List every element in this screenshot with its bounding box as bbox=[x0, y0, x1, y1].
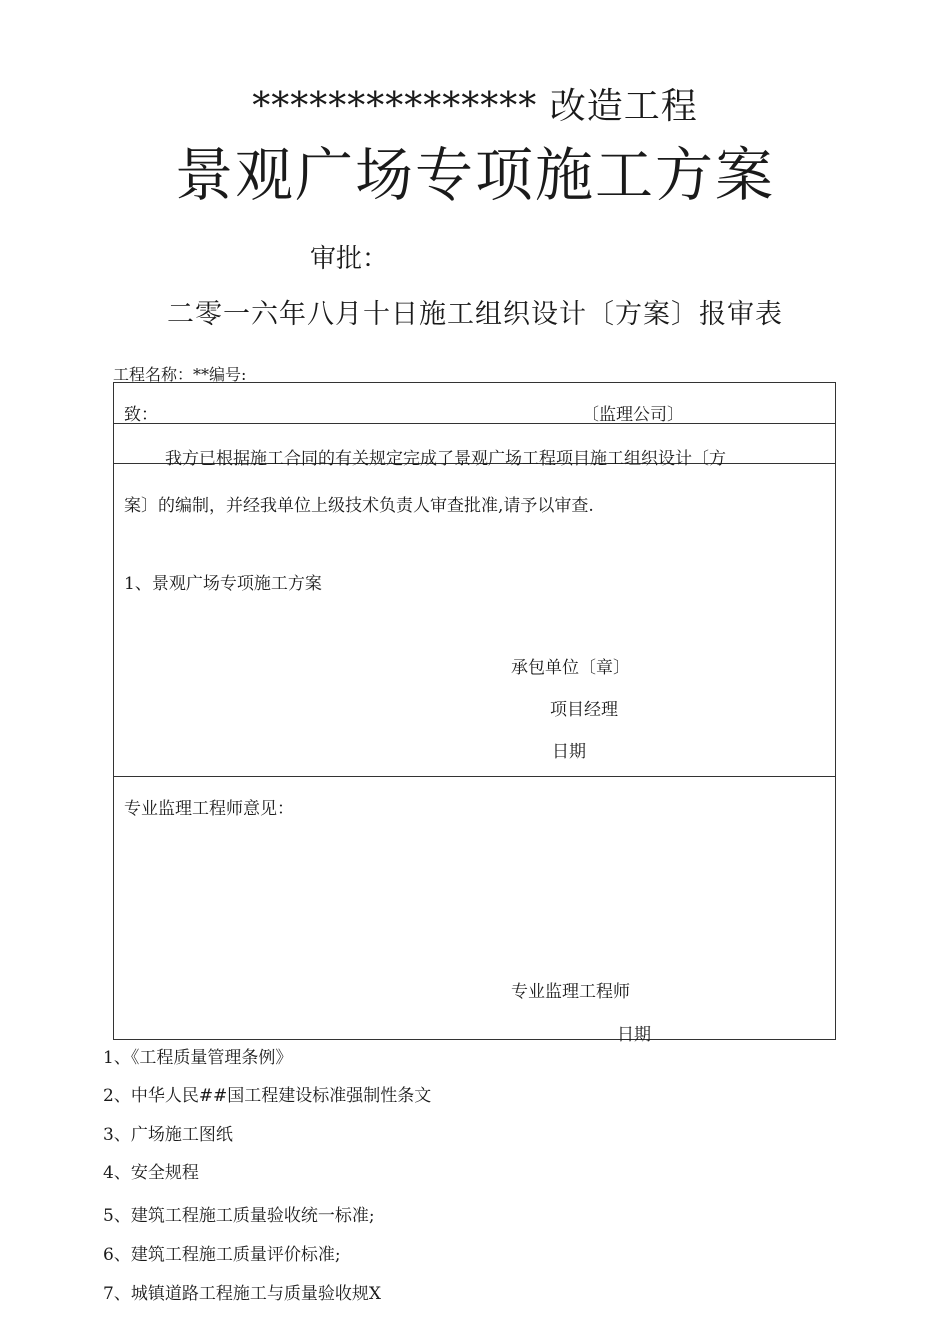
reference-item: 3、广场施工图纸 bbox=[103, 1125, 233, 1145]
project-info-line: 工程名称：**编号: bbox=[113, 365, 247, 384]
body-text-line-1: 我方已根据施工合同的有关规定完成了景观广场工程项目施工组织设计〔方 bbox=[165, 449, 726, 469]
attachment-item: 1、景观广场专项施工方案 bbox=[124, 574, 322, 594]
contractor-seal-label: 承包单位〔章〕 bbox=[511, 658, 630, 678]
form-divider bbox=[114, 423, 835, 424]
reference-item: 5、建筑工程施工质量验收统一标准; bbox=[103, 1206, 375, 1226]
reference-item: 1、《工程质量管理条例》 bbox=[103, 1048, 293, 1068]
date-label: 日期 bbox=[552, 742, 586, 762]
form-divider bbox=[114, 776, 835, 777]
document-subtitle: 二零一六年八月十日施工组织设计〔方案〕报审表 bbox=[167, 299, 783, 330]
reference-item: 2、中华人民##国工程建设标准强制性条文 bbox=[103, 1086, 432, 1106]
review-form-table bbox=[113, 382, 836, 1045]
engineer-signature-label: 专业监理工程师 bbox=[511, 982, 630, 1002]
reference-item: 7、城镇道路工程施工与质量验收规X bbox=[103, 1284, 381, 1304]
engineer-opinion-label: 专业监理工程师意见： bbox=[124, 799, 294, 819]
approval-label: 审批： bbox=[310, 244, 389, 274]
to-label: 致： bbox=[124, 405, 158, 425]
supervisor-company: 〔监理公司〕 bbox=[582, 405, 684, 425]
body-text-line-2: 案〕的编制，并经我单位上级技术负责人审查批准,请予以审查. bbox=[124, 496, 594, 516]
project-name-line: *************** 改造工程 bbox=[252, 86, 698, 127]
document-main-title: 景观广场专项施工方案 bbox=[174, 141, 775, 209]
date-label: 日期 bbox=[617, 1025, 651, 1045]
reference-item: 6、建筑工程施工质量评价标准; bbox=[103, 1245, 341, 1265]
project-manager-label: 项目经理 bbox=[550, 700, 618, 720]
reference-item: 4、安全规程 bbox=[103, 1163, 199, 1183]
